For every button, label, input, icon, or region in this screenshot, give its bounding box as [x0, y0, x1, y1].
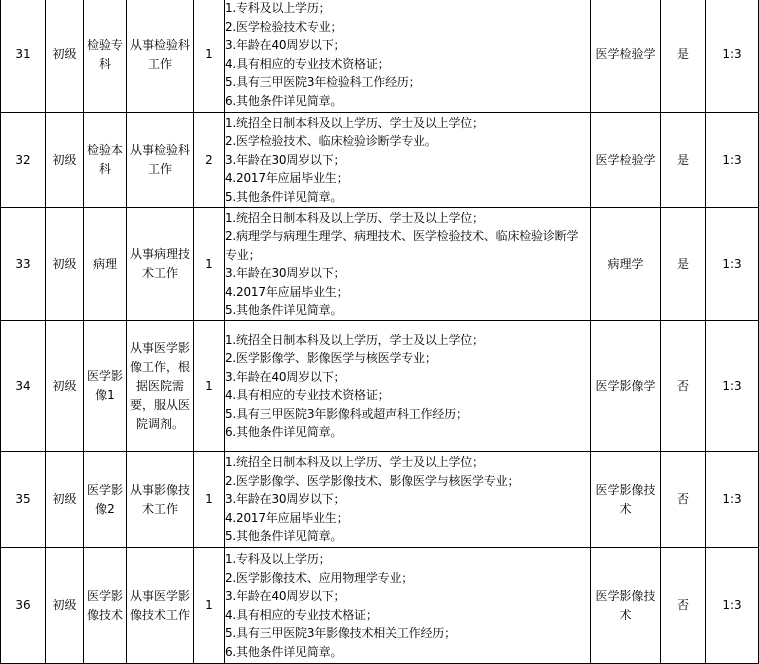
- job-level: 初级: [46, 113, 84, 208]
- job-level: 初级: [46, 321, 84, 452]
- requirement-line: 2.医学影像学、医学影像技术、影像医学与核医学专业；: [225, 473, 520, 488]
- requirement-line: 5.具有三甲医院3年影像科或超声科工作经历；: [225, 406, 468, 421]
- hire-count: 1: [194, 208, 225, 321]
- position-name: 医学影像技术: [84, 548, 127, 664]
- requirements-cell: [225, 321, 591, 452]
- requirement-line: 4.具有相应的专业技术资格证；: [225, 56, 390, 71]
- requirement-line: 5.具有三甲医院3年检验科工作经历；: [225, 75, 421, 89]
- job-level: 初级: [46, 0, 84, 113]
- yes-no-flag: 否: [661, 321, 706, 452]
- requirement-line: 1.统招全日制本科及以上学历、学士及以上学位；: [225, 455, 484, 470]
- job-level: 初级: [46, 548, 84, 664]
- requirement-line: 4.2017年应届毕业生；: [225, 510, 349, 525]
- requirement-line: 2.医学影像学、影像医学与核医学专业；: [225, 351, 437, 365]
- requirement-line: 6.其他条件详见简章。: [225, 93, 343, 108]
- requirement-line: 3.年龄在40周岁以下；: [225, 589, 346, 603]
- requirement-line: 3.年龄在30周岁以下；: [225, 152, 346, 167]
- requirement-line: 4.具有相应的专业技术格证；: [225, 607, 378, 622]
- job-duty: 从事医学影像工作，根据医院需要，服从医院调剂。: [127, 321, 194, 452]
- exam-subject: 医学影像学: [591, 321, 661, 452]
- table-row: [1, 321, 759, 452]
- row-number: 33: [1, 208, 46, 321]
- ratio: 1:3: [706, 452, 759, 548]
- position-name: 病理: [84, 208, 127, 321]
- yes-no-flag: 否: [661, 548, 706, 664]
- table-row: [1, 452, 759, 548]
- ratio: 1:3: [706, 208, 759, 321]
- requirements-cell: [225, 548, 591, 664]
- requirement-line: 3.年龄在30周岁以下；: [225, 492, 346, 507]
- ratio: 1:3: [706, 548, 759, 664]
- requirement-line: 6.其他条件详见简章。: [225, 644, 343, 659]
- exam-subject: 医学影像技术: [591, 548, 661, 664]
- requirement-line: 1.统招全日制本科及以上学历、学士及以上学位；: [225, 115, 484, 130]
- requirement-line: 5.具有三甲医院3年影像技术相关工作经历；: [225, 626, 456, 640]
- ratio: 1:3: [706, 321, 759, 452]
- table-row: [1, 548, 759, 664]
- yes-no-flag: 否: [661, 452, 706, 548]
- row-number: 34: [1, 321, 46, 452]
- row-number: 32: [1, 113, 46, 208]
- requirement-line: 6.其他条件详见简章。: [225, 425, 343, 439]
- yes-no-flag: 是: [661, 113, 706, 208]
- requirement-line: 1.专科及以上学历；: [225, 1, 331, 15]
- requirement-line: 5.其他条件详见简章。: [225, 529, 343, 544]
- job-level: 初级: [46, 208, 84, 321]
- requirement-line: 1.统招全日制本科及以上学历、学士及以上学位；: [225, 210, 484, 225]
- hire-count: 1: [194, 452, 225, 548]
- yes-no-flag: 是: [661, 208, 706, 321]
- ratio: 1:3: [706, 113, 759, 208]
- exam-subject: 医学检验学: [591, 0, 661, 113]
- position-name: 检验本科: [84, 113, 127, 208]
- requirement-line: 4.2017年应届毕业生；: [225, 284, 349, 299]
- exam-subject: 病理学: [591, 208, 661, 321]
- requirement-line: 3.年龄在30周岁以下；: [225, 266, 346, 280]
- requirement-line: 4.2017年应届毕业生；: [225, 171, 349, 186]
- requirements-cell: [225, 113, 591, 208]
- requirements-cell: [225, 0, 591, 113]
- position-name: 检验专科: [84, 0, 127, 113]
- requirement-line: 1.统招全日制本科及以上学历，学士及以上学位；: [225, 332, 484, 347]
- requirement-line: 2.医学影像技术、应用物理学专业；: [225, 570, 414, 585]
- job-duty: 从事医学影像技术工作: [127, 548, 194, 664]
- hire-count: 2: [194, 113, 225, 208]
- job-duty: 从事检验科工作: [127, 0, 194, 113]
- job-level: 初级: [46, 452, 84, 548]
- job-duty: 从事病理技术工作: [127, 208, 194, 321]
- hire-count: 1: [194, 0, 225, 113]
- requirement-line: 5.其他条件详见简章。: [225, 189, 343, 204]
- requirements-cell: [225, 452, 591, 548]
- row-number: 31: [1, 0, 46, 113]
- hire-count: 1: [194, 321, 225, 452]
- requirement-line: 1.专科及以上学历；: [225, 552, 331, 566]
- job-duty: 从事影像技术工作: [127, 452, 194, 548]
- requirement-line: 5.其他条件详见简章。: [225, 303, 343, 317]
- table-row: [1, 208, 759, 321]
- job-duty: 从事检验科工作: [127, 113, 194, 208]
- requirements-cell: [225, 208, 591, 321]
- exam-subject: 医学检验学: [591, 113, 661, 208]
- ratio: 1:3: [706, 0, 759, 113]
- yes-no-flag: 是: [661, 0, 706, 113]
- exam-subject: 医学影像技术: [591, 452, 661, 548]
- requirement-line: 2.医学检验技术、临床检验诊断学专业。: [225, 134, 437, 149]
- hire-count: 1: [194, 548, 225, 664]
- row-number: 36: [1, 548, 46, 664]
- requirement-line: 2.病理学与病理生理学、病理技术、医学检验技术、临床检验诊断学专业；: [225, 229, 579, 262]
- requirement-line: 4.具有相应的专业技术资格证；: [225, 388, 390, 402]
- position-name: 医学影像2: [84, 452, 127, 548]
- requirement-line: 3.年龄在40周岁以下；: [225, 38, 346, 52]
- table-row: [1, 113, 759, 208]
- requirement-line: 3.年龄在40周岁以下；: [225, 369, 346, 384]
- requirement-line: 2.医学检验技术专业；: [225, 19, 343, 34]
- row-number: 35: [1, 452, 46, 548]
- position-name: 医学影像1: [84, 321, 127, 452]
- table-row: [1, 0, 759, 113]
